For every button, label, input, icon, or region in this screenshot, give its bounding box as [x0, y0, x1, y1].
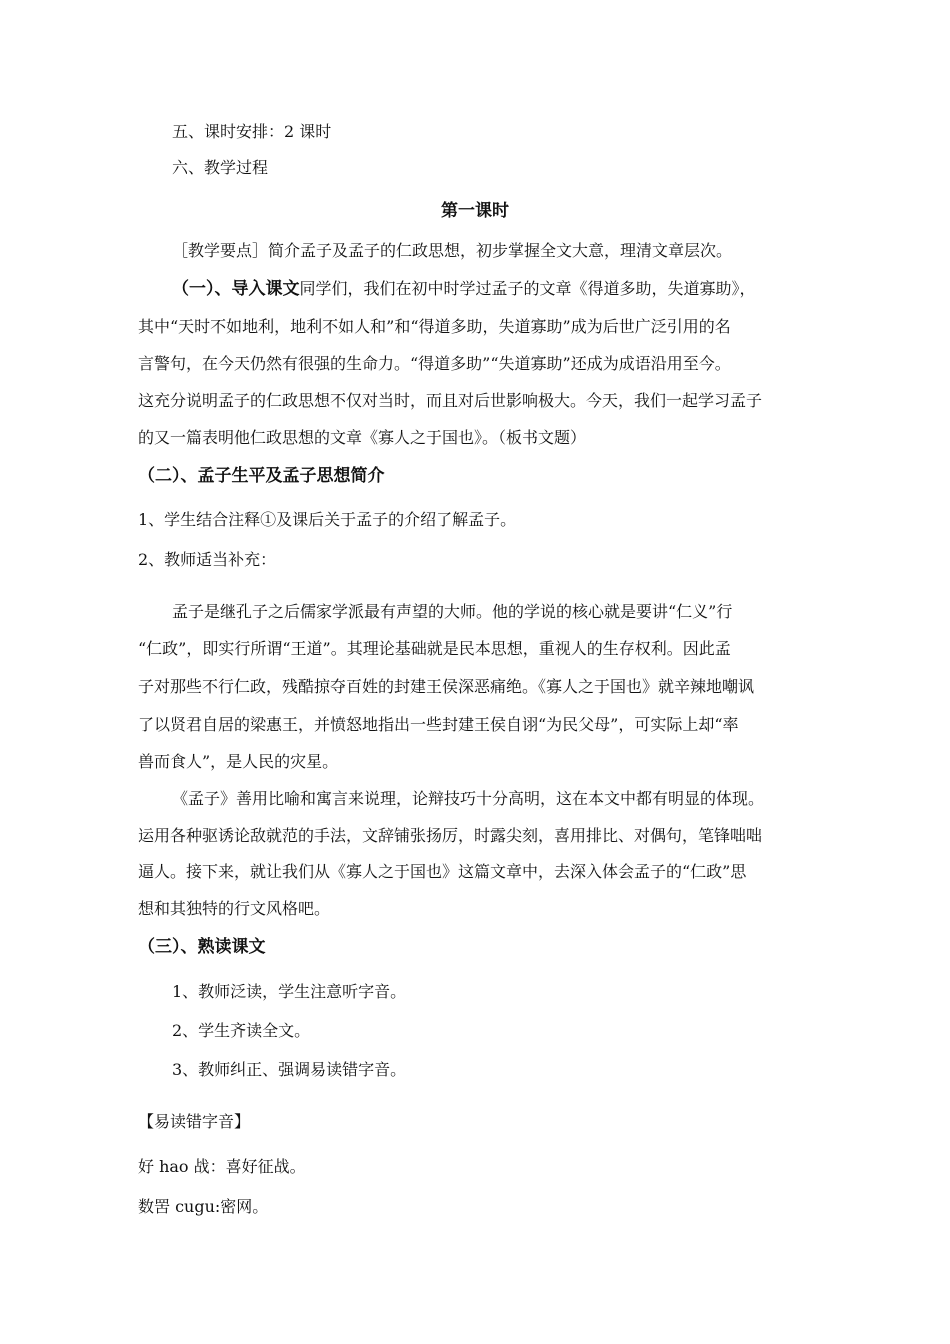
paragraph-line: 孟子是继孔子之后儒家学派最有声望的大师。他的学说的核心就是要讲“仁义”行	[172, 602, 733, 621]
list-item: 2、教师适当补充：	[138, 550, 277, 569]
paragraph-line: 想和其独特的行文风格吧。	[138, 899, 331, 918]
section-one-intro: 同学们，我们在初中时学过孟子的文章《得道多助，失道寡助》，	[299, 279, 756, 298]
paragraph-line: 其中“天时不如地利，地利不如人和”和“得道多助，失道寡助”成为后世广泛引用的名	[138, 317, 731, 336]
list-item: 2、学生齐读全文。	[172, 1021, 311, 1040]
paragraph-line: 这充分说明孟子的仁政思想不仅对当时，而且对后世影响极大。今天，我们一起学习孟子	[138, 391, 763, 410]
paragraph-line: 了以贤君自居的梁惠王，并愤怒地指出一些封建王侯自诩“为民父母”，可实际上却“率	[138, 715, 739, 734]
paragraph-line: 逼人。接下来，就让我们从《寡人之于国也》这篇文章中，去深入体会孟子的“仁政”思	[138, 862, 747, 881]
paragraph-line: 兽而食人”，是人民的灾星。	[138, 752, 339, 771]
paragraph-line: “仁政”，即实行所谓“王道”。其理论基础就是民本思想，重视人的生存权利。因此孟	[138, 639, 731, 658]
paragraph-line: 言警句，在今天仍然有很强的生命力。“得道多助”“失道寡助”还成为成语沿用至今。	[138, 354, 731, 373]
list-item: 1、教师泛读，学生注意听字音。	[172, 982, 407, 1001]
list-item: 3、教师纠正、强调易读错字音。	[172, 1060, 407, 1079]
pronunciation-item: 数罟 cugu:密网。	[138, 1197, 269, 1216]
schedule-line: 五、课时安排：2 课时	[172, 122, 332, 141]
section-two-heading: （二）、孟子生平及孟子思想简介	[138, 466, 385, 486]
list-item: 1、学生结合注释①及课后关于孟子的介绍了解孟子。	[138, 510, 517, 529]
section-one-heading: （一）、导入课文	[172, 279, 300, 299]
paragraph-line: 子对那些不行仁政，残酷掠夺百姓的封建王侯深恶痛绝。《寡人之于国也》就辛辣地嘲讽	[138, 677, 755, 696]
process-heading: 六、教学过程	[172, 158, 269, 177]
section-one-line	[172, 278, 756, 300]
paragraph-line: 《孟子》善用比喻和寓言来说理，论辩技巧十分高明，这在本文中都有明显的体现。	[172, 789, 765, 808]
paragraph-line: 的又一篇表明他仁政思想的文章《寡人之于国也》。（板书文题）	[138, 428, 587, 447]
lesson-title: 第一课时	[441, 201, 509, 221]
paragraph-line: 运用各种驱诱论敌就范的手法，文辞铺张扬厉，时露尖刻，喜用排比、对偶句，笔锋咄咄	[138, 826, 763, 845]
teaching-points: ［教学要点］简介孟子及孟子的仁政思想，初步掌握全文大意，理清文章层次。	[172, 241, 733, 260]
pronunciation-item: 好 hao 战：喜好征战。	[138, 1157, 306, 1176]
pronunciation-heading: 【易读错字音】	[138, 1112, 251, 1131]
section-three-heading: （三）、熟读课文	[138, 937, 266, 957]
